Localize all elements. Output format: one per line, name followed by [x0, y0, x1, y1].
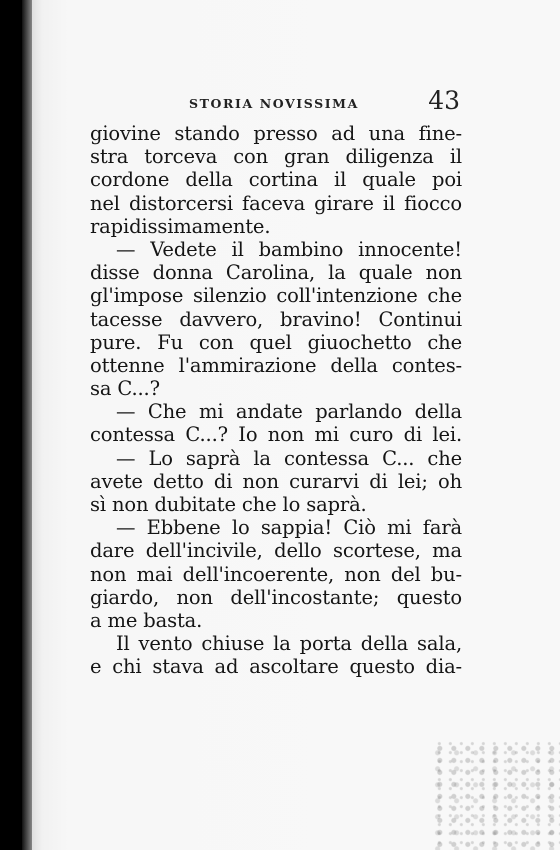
- text-line: tacesse davvero, bravino! Continui: [90, 307, 462, 331]
- text-line: — Che mi andate parlando della: [116, 400, 462, 424]
- text-line: a me basta.: [90, 608, 203, 632]
- text-line: ottenne l'ammirazione della contes-: [90, 353, 462, 377]
- text-line: dare dell'incivile, dello scortese, ma: [90, 539, 462, 563]
- text-line: avete detto di non curarvi di lei; oh: [90, 469, 462, 493]
- text-line: cordone della cortina il quale poi: [90, 168, 462, 192]
- text-line: giovine stando presso ad una fine-: [90, 122, 462, 145]
- text-line: sì non dubitate che lo saprà.: [90, 493, 367, 516]
- text-line: sa C...?: [90, 377, 160, 401]
- text-line: rapidissimamente.: [90, 214, 271, 238]
- text-line: e chi stava ad ascoltare questo dia-: [90, 655, 462, 679]
- text-line: stra torceva con gran diligenza il: [90, 145, 462, 169]
- text-line: — Vedete il bambino innocente!: [116, 237, 462, 261]
- text-line: nel distorcersi faceva girare il fiocco: [90, 191, 462, 215]
- body-text: [90, 122, 462, 679]
- text-line: — Ebbene lo sappia! Ciò mi farà: [116, 516, 462, 540]
- text-line: Il vento chiuse la porta della sala,: [116, 632, 462, 656]
- page-header: [90, 86, 460, 116]
- running-title: STORIA NOVISSIMA: [189, 96, 359, 111]
- text-line: disse donna Carolina, la quale non: [90, 261, 462, 285]
- text-line: — Lo saprà la contessa C... che: [116, 446, 462, 470]
- text-line: pure. Fu con quel giuochetto che: [90, 330, 462, 354]
- text-line: giardo, non dell'incostante; questo: [90, 585, 462, 609]
- page-number: 43: [428, 86, 460, 115]
- gutter-shadow: [22, 0, 32, 850]
- paper-speckle: [430, 740, 560, 850]
- text-line: contessa C...? Io non mi curo di lei.: [90, 423, 462, 447]
- text-line: gl'impose silenzio coll'intenzione che: [90, 284, 462, 308]
- text-line: non mai dell'incoerente, non del bu-: [90, 562, 462, 586]
